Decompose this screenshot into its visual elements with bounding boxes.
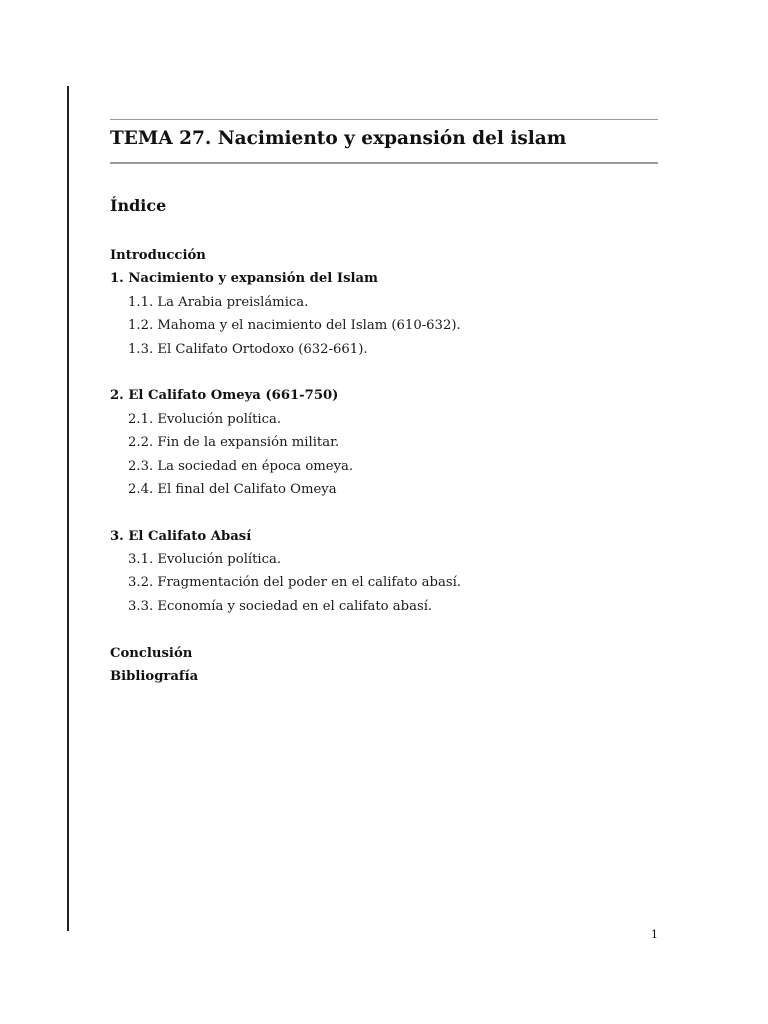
toc-subsection-3-2: 3.2. Fragmentación del poder en el califato abasí. (128, 575, 461, 591)
toc-subsection-3-3: 3.3. Economía y sociedad en el califato abasí. (128, 598, 433, 614)
toc-section-3: 3. El Califato Abasí (110, 528, 252, 544)
toc-subsection-2-1: 2.1. Evolución política. (128, 411, 282, 427)
toc-spacer (110, 618, 670, 641)
toc-subsection-3-1: 3.1. Evolución política. (128, 552, 282, 568)
title-bottom-rule (110, 162, 658, 164)
toc-spacer (110, 501, 670, 524)
toc-section-2: 2. El Califato Omeya (661-750) (110, 388, 339, 404)
toc-subsection-2-2: 2.2. Fin de la expansión militar. (128, 435, 340, 451)
toc-spacer (110, 361, 670, 384)
toc-item-bibliography: Bibliografía (110, 669, 199, 685)
index-heading: Índice (110, 196, 167, 215)
left-margin-bar (67, 86, 69, 931)
page-number: 1 (651, 928, 658, 941)
toc-subsection-1-1: 1.1. La Arabia preislámica. (128, 294, 309, 310)
toc-section-1: 1. Nacimiento y expansión del Islam (110, 271, 378, 287)
toc-subsection-1-2: 1.2. Mahoma y el nacimiento del Islam (610-632). (128, 318, 461, 334)
toc-item-conclusion: Conclusión (110, 645, 193, 661)
toc-subsection-2-4: 2.4. El final del Califato Omeya (128, 481, 337, 497)
toc-subsection-1-3: 1.3. El Califato Ortodoxo (632-661). (128, 341, 368, 357)
toc-item-introduction: Introducción (110, 248, 206, 263)
toc-subsection-2-3: 2.3. La sociedad en época omeya. (128, 458, 354, 474)
table-of-contents (110, 244, 670, 688)
title-top-rule (110, 119, 658, 120)
document-title: TEMA 27. Nacimiento y expansión del islam (110, 128, 567, 149)
